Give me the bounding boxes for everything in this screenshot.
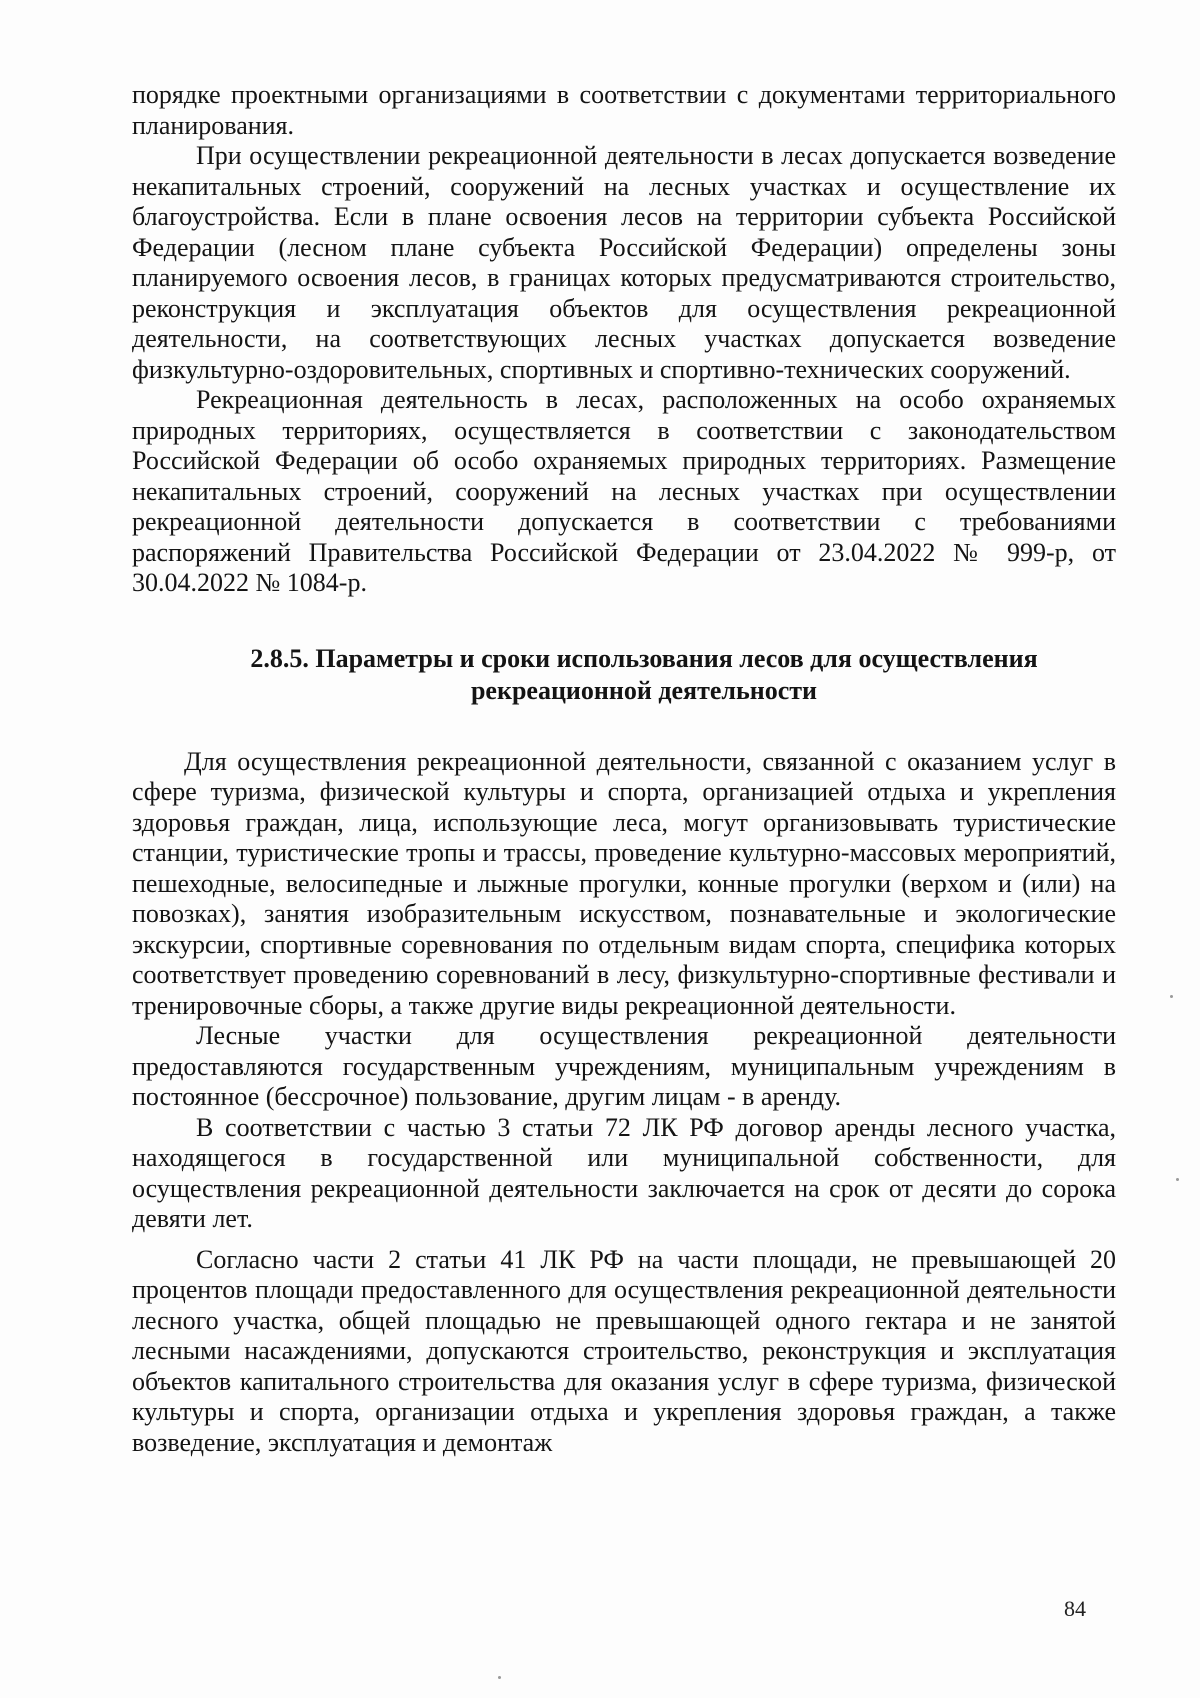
document-body: [132, 80, 1116, 1458]
scan-speck: [1170, 995, 1173, 998]
page-number: 84: [1064, 1596, 1086, 1621]
paragraph-lease-term: В соответствии с частью 3 статьи 72 ЛК РФ договор аренды лесного участка, находящегося в государственной или муниципальной собственности, для осуществления рекреационной деятельности заключается на срок от десяти до сорока девяти лет.: [132, 1112, 1116, 1233]
section-heading: [132, 643, 1116, 707]
section-heading-line-2: рекреационной деятельности: [470, 675, 818, 705]
paragraph-forest-plots-provision: Лесные участки для осуществления рекреационной деятельности предоставляются государственным учреждениям, муниципальным учреждениям в постоянное (бессрочное) пользование, другим лицам - в аренду.: [132, 1021, 1116, 1111]
paragraph-capital-construction: Согласно части 2 статьи 41 ЛК РФ на части площади, не превышающей 20 процентов площади предоставленного для осуществления рекреационной деятельности лесного участка, общей площадью не превышающей одного гектара и не занятой лесными насаждениями, допускаются строительство, реконструкция и эксплуатация объектов капитального строительства для оказания услуг в сфере туризма, физической культуры и спорта, организации отдыха и укрепления здоровья граждан, а также возведение, эксплуатация и демонтаж: [132, 1244, 1116, 1457]
section-heading-line-1: 2.8.5. Параметры и сроки использования лесов для осуществления: [250, 643, 1038, 673]
paragraph-protected-territories: Рекреационная деятельность в лесах, расположенных на особо охраняемых природных территориях, осуществляется в соответствии с законодательством Российской Федерации об особо охраняемых природных территориях. Размещение некапитальных строений, сооружений на лесных участках при осуществлении рекреационной деятельности допускается в соответствии с требованиями распоряжений Правительства Российской Федерации от 23.04.2022 № 999-р, от 30.04.2022 № 1084-р.: [132, 385, 1116, 597]
paragraph-nonpermanent-structures: При осуществлении рекреационной деятельности в лесах допускается возведение некапитальных строений, сооружений на лесных участках и осуществление их благоустройства. Если в плане освоения лесов на территории субъекта Российской Федерации (лесном плане субъекта Российской Федерации) определены зоны планируемого освоения лесов, в границах которых предусматриваются строительство, реконструкция и эксплуатация объектов для осуществления рекреационной деятельности, на соответствующих лесных участках допускается возведение физкультурно-оздоровительных, спортивных и спортивно-технических сооружений.: [132, 141, 1116, 384]
paragraph-recreation-activities: Для осуществления рекреационной деятельности, связанной с оказанием услуг в сфере туризма, физической культуры и спорта, организацией отдыха и укрепления здоровья граждан, лица, использующие леса, могут организовывать туристические станции, туристические тропы и трассы, проведение культурно-массовых мероприятий, пешеходные, велосипедные и лыжные прогулки, конные прогулки (верхом и (или) на повозках), занятия изобразительным искусством, познавательные и экологические экскурсии, спортивные соревнования по отдельным видам спорта, специфика которых соответствует проведению соревнований в лесу, физкультурно-спортивные фестивали и тренировочные сборы, а также другие виды рекреационной деятельности.: [132, 746, 1116, 1020]
paragraph-continuation: порядке проектными организациями в соответствии с документами территориального планирования.: [132, 80, 1116, 140]
scan-speck: [1176, 1178, 1179, 1181]
scan-speck: [498, 1676, 501, 1679]
